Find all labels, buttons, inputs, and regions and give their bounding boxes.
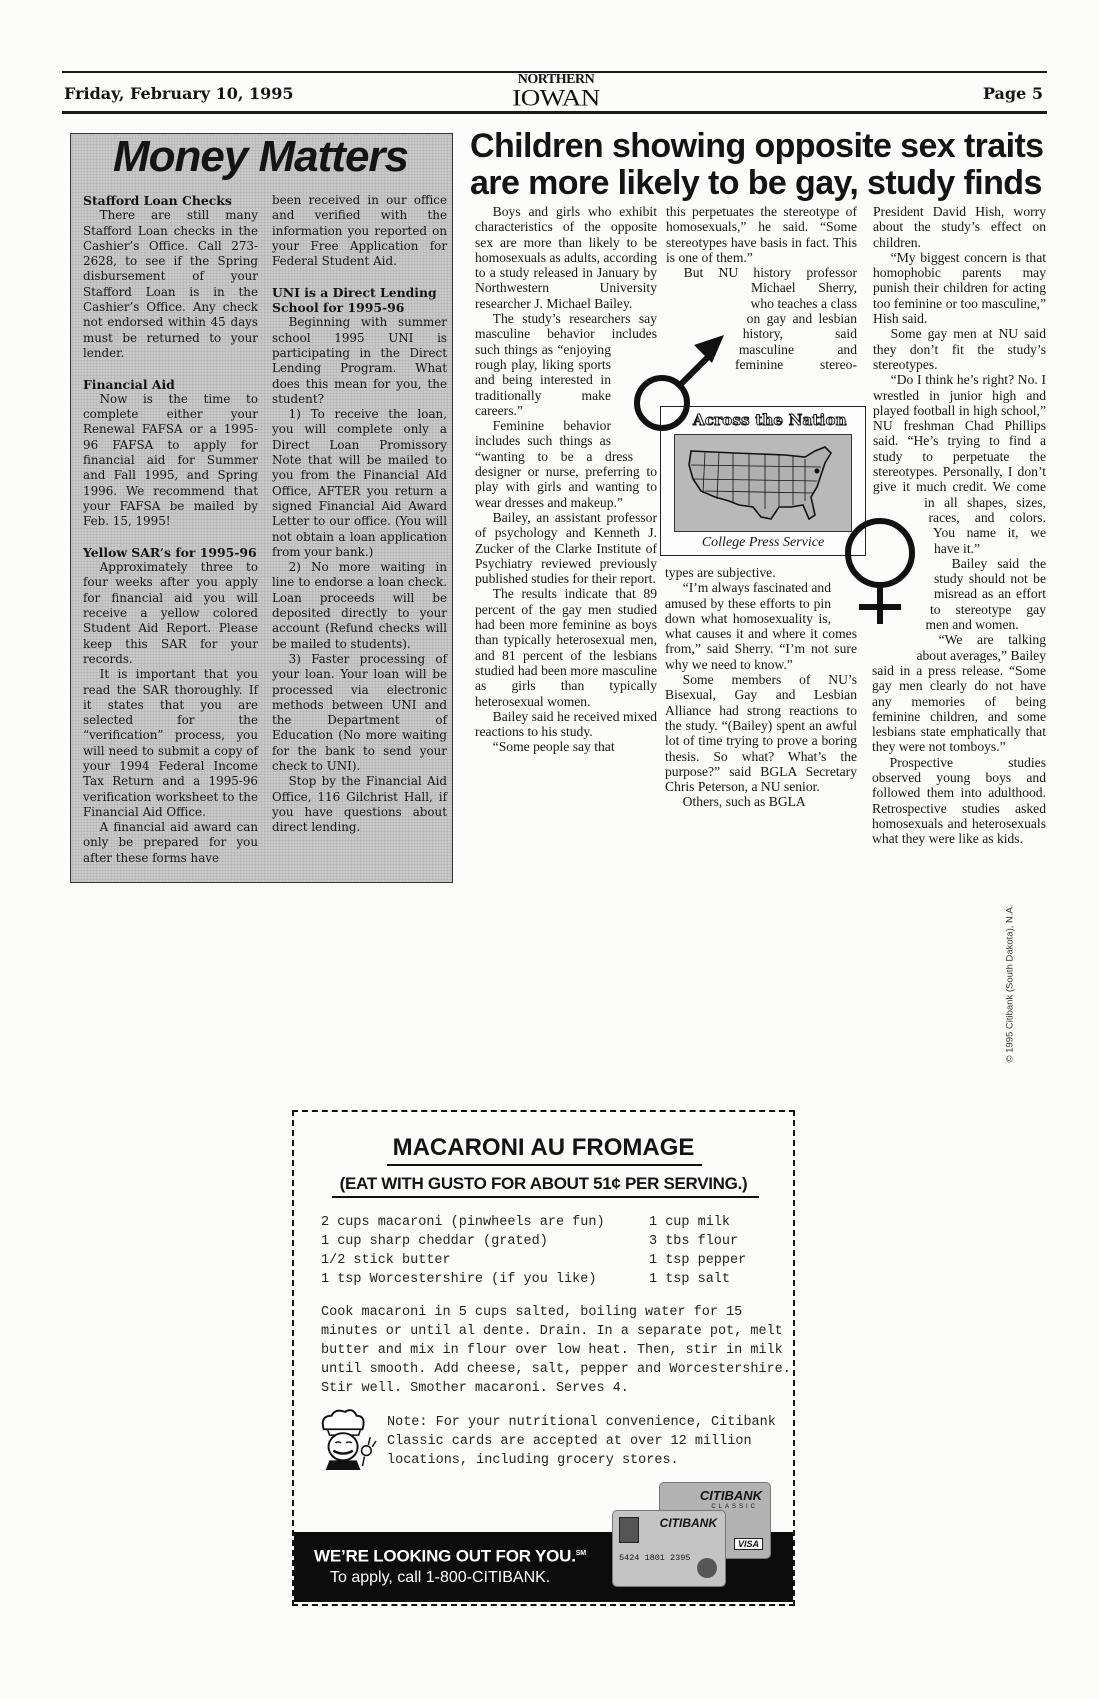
paragraph: Some gay men at NU said they don’t fit the study’s stereotypes. — [873, 326, 1046, 372]
paragraph: Now is the time to complete either your Renewal FAFSA or a 1995-96 FAFSA to apply for financial aid for Summer and Fall 1995, and Spring 1996. We recommend that your FAFSA be mailed by Feb. 15, 1995! — [83, 391, 258, 529]
recipe-title: MACARONI AU FROMAGE — [392, 1134, 695, 1161]
article-column-1 — [475, 204, 657, 755]
ingredients-right — [649, 1213, 746, 1289]
ingredient: 1 tsp salt — [649, 1272, 731, 1287]
page-number: Page 5 — [982, 84, 1043, 103]
issue-date: Friday, February 10, 1995 — [64, 84, 294, 103]
header-rule — [62, 111, 1047, 114]
recipe-subtitle: (EAT WITH GUSTO FOR ABOUT 51¢ PER SERVING.) — [339, 1174, 748, 1193]
section-heading: UNI is a Direct Lending School for 1995-96 — [272, 284, 437, 316]
ingredient: 3 tbs flour — [649, 1234, 739, 1249]
article-headline: Children showing opposite sex traits are more likely to be gay, study finds — [470, 127, 1044, 202]
masthead-bottom: IOWAN — [512, 85, 600, 111]
section-heading: Stafford Loan Checks — [83, 193, 232, 208]
card-brand: CITIBANK — [699, 1488, 762, 1503]
sidebar-title: Across the Nation — [693, 411, 847, 429]
apply-phone[interactable]: To apply, call 1-800-CITIBANK. — [330, 1569, 551, 1586]
service-mark: SM — [575, 1550, 586, 1557]
us-map-icon — [675, 435, 851, 531]
recipe-subtitle-underline — [332, 1196, 759, 1198]
citibank-note — [387, 1413, 776, 1470]
paragraph: Some members of NU’s Bisexual, Gay and Lesbian Alliance had strong reactions to the study. “(Bailey) spent an awful lot of time trying to prove a boring thesis. So what? What’s the purpose?” said BGLA Secretary Chris Peterson, a NU senior. — [665, 672, 857, 795]
paragraph: Approximately three to four weeks after you apply for financial aid you will receive a yellow colored Student Aid Report. Please keep this SAR for your records. — [83, 560, 258, 666]
citibank-recipe-ad — [292, 1110, 795, 1606]
paragraph: “My biggest concern is that homophobic parents may punish their children for acting too feminine or too masculine,” Hish said. — [873, 249, 1046, 327]
ingredient: 1 tsp Worcestershire (if you like) — [321, 1272, 597, 1287]
mastercard-logo — [697, 1558, 717, 1578]
note-line: Note: For your nutritional convenience, Citibank — [387, 1415, 776, 1430]
recipe-title-underline — [387, 1164, 702, 1166]
paragraph: Boys and girls who exhibit characteristics of the opposite sex are more than likely to be homosexuals as adults, according to a study released in January by Northwestern University researcher J. Michael Bailey. — [475, 204, 657, 311]
card-photo — [619, 1517, 639, 1543]
paragraph: “I’m always fascinated and amused by these efforts to pin down what homosexuality is, what causes it and where it comes from,” said Sherry. “I’m not sure why we need to know.” — [665, 580, 857, 672]
section-heading: Yellow SAR’s for 1995-96 — [83, 544, 257, 560]
card-brand: CITIBANK — [659, 1516, 717, 1530]
sidebar-credit: College Press Service — [701, 535, 825, 550]
male-symbol-icon — [632, 333, 726, 434]
paragraph: 3) Faster processing of your loan. Your loan will be processed via electronic methods between UNI and the Department of Education (No more waiting for the bank to send your check to UNI). — [272, 651, 447, 773]
credit-card-front — [612, 1510, 726, 1587]
money-matters-column-2 — [272, 193, 447, 835]
us-map — [674, 434, 852, 532]
article-column-2-bottom — [665, 565, 857, 810]
visa-logo: VISA — [734, 1538, 763, 1550]
money-matters-title: Money Matters — [112, 132, 409, 181]
paragraph: “Do I think he’s right? No. I wrestled in junior high and played football in high school,” NU freshman Chad Phillips said. “He’s trying to find a study to perpetuate the stereotypes. Personally, I don’t give it much credit. We come in all shapes, sizes, races, and colors. You name it, we have it.” — [873, 372, 1046, 556]
paragraph: 1) To receive the loan, you will complete only a Direct Loan Promissory Note that will be mailed to you from the Financial AId Office, AFTER you return a signed Financial Aid Award Letter to our office. (You will not obtain a loan application from your bank.) — [272, 407, 447, 559]
paragraph: been received in our office and verified with the information you reported on your Free Application for Federal Student Aid. — [272, 193, 447, 269]
section-heading: Financial Aid — [83, 376, 175, 392]
instruction-line: until smooth. Add cheese, salt, pepper and Worcestershire. — [321, 1362, 791, 1377]
paragraph: It is important that you read the SAR thoroughly. If it states that you are selected for the “verification” process, you will need to submit a copy of your 1994 Federal Income Tax Return and a 1995-96 verification worksheet to the Financial Aid Office. — [83, 667, 258, 819]
paragraph: Prospective studies observed young boys and followed them into adulthood. Retrospective studies asked homosexuals and heterosexuals what they were like as kids. — [872, 754, 1046, 847]
masthead — [496, 73, 616, 112]
note-line: locations, including grocery stores. — [387, 1453, 679, 1468]
paragraph: Feminine behavior includes such things as “wanting to be a dress designer or nurse, preferring to play with girls and wanting to wear dresses and makeup.” — [475, 418, 657, 510]
instruction-line: Cook macaroni in 5 cups salted, boiling water for 15 — [321, 1305, 743, 1320]
paragraph: “Some people say that — [492, 739, 615, 755]
chef-icon — [314, 1408, 378, 1472]
paragraph: Others, such as BGLA — [682, 794, 806, 810]
card-tier: CLASSIC — [711, 1504, 758, 1510]
note-line: Classic cards are accepted at over 12 million — [387, 1434, 752, 1449]
paragraph: Stop by the Financial Aid Office, 116 Gilchrist Hall, if you have questions about direct lending. — [272, 774, 447, 835]
paragraph: “We are talking about averages,” Bailey said in a press release. “Some gay men clearly do not have any memories of being feminine children, and some lesbians state emphatically that they were not tomboys.” — [872, 632, 1046, 755]
ingredient: 1 tsp pepper — [649, 1253, 747, 1268]
paragraph: Bailey said he received mixed reactions to his study. — [475, 708, 657, 740]
instruction-line: minutes or until al dente. Drain. In a separate pot, melt — [321, 1324, 783, 1339]
ingredient: 1 cup milk — [649, 1215, 731, 1230]
paragraph: this perpetuates the stereotype of homosexuals,” he said. “Some stereotypes have basis in fact. This is one of them.” — [666, 204, 857, 265]
paragraph: President David Hish, worry about the study’s effect on children. — [873, 204, 1046, 250]
ingredient: 1 cup sharp cheddar (grated) — [321, 1234, 548, 1249]
instruction-line: Stir well. Smother macaroni. Serves 4. — [321, 1381, 629, 1396]
paragraph: A financial aid award can only be prepared for you after these forms have — [83, 820, 258, 865]
instruction-line: butter and mix in flour over low heat. Then, stir in milk — [321, 1343, 783, 1358]
money-matters-column-1 — [83, 193, 258, 866]
ingredients-left — [321, 1213, 605, 1289]
paragraph: Bailey, an assistant professor of psychology and Kenneth J. Zucker of the Clarke Institute of Psychiatry reviewed previously published studies for their report. — [475, 509, 657, 587]
paragraph: But NU history professor Michael Sherry, who teaches a class on gay and lesbian history, said masculine and feminine stereo- — [683, 265, 857, 372]
copyright-notice: © 1995 Citibank (South Dakota), N.A. — [1004, 904, 1016, 1063]
masthead-top: NORTHERN — [517, 72, 595, 87]
female-symbol-icon — [844, 518, 916, 626]
paragraph: The results indicate that 89 percent of the gay men studied had been more feminine as boys than typically heterosexual men, and 81 percent of the lesbians studied had been more masculine as girls than typically heterosexual women. — [475, 586, 657, 709]
slogan-text: WE’RE LOOKING OUT FOR YOU. — [314, 1546, 576, 1566]
slogan — [314, 1544, 586, 1567]
paragraph: The study’s researchers say masculine behavior includes such things as “enjoying rough play, liking sports and being interested in traditionally make careers.” — [475, 311, 657, 418]
paragraph: Beginning with summer school 1995 UNI is participating in the Direct Lending Program. What does this mean for you, the student? — [272, 315, 447, 406]
paragraph: types are subjective. — [665, 565, 776, 580]
ingredient: 1/2 stick butter — [321, 1253, 451, 1268]
ingredient: 2 cups macaroni (pinwheels are fun) — [321, 1215, 605, 1230]
paragraph: Bailey said the study should not be misread as an effort to stereotype gay men and women. — [925, 555, 1046, 633]
card-number: 5424 1801 2395 — [619, 1553, 691, 1563]
recipe-instructions — [321, 1303, 791, 1398]
paragraph: 2) No more waiting in line to endorse a loan check. Loan proceeds will be deposited directly to your account (Refund checks will be mailed to students). — [272, 560, 447, 651]
paragraph: There are still many Stafford Loan checks in the Cashier’s Office. Call 273-2628, to see if the Spring disbursement of your Stafford Loan is in the Cashier’s Office. Any check not endorsed within 45 days must be returned to your lender. — [83, 208, 258, 360]
